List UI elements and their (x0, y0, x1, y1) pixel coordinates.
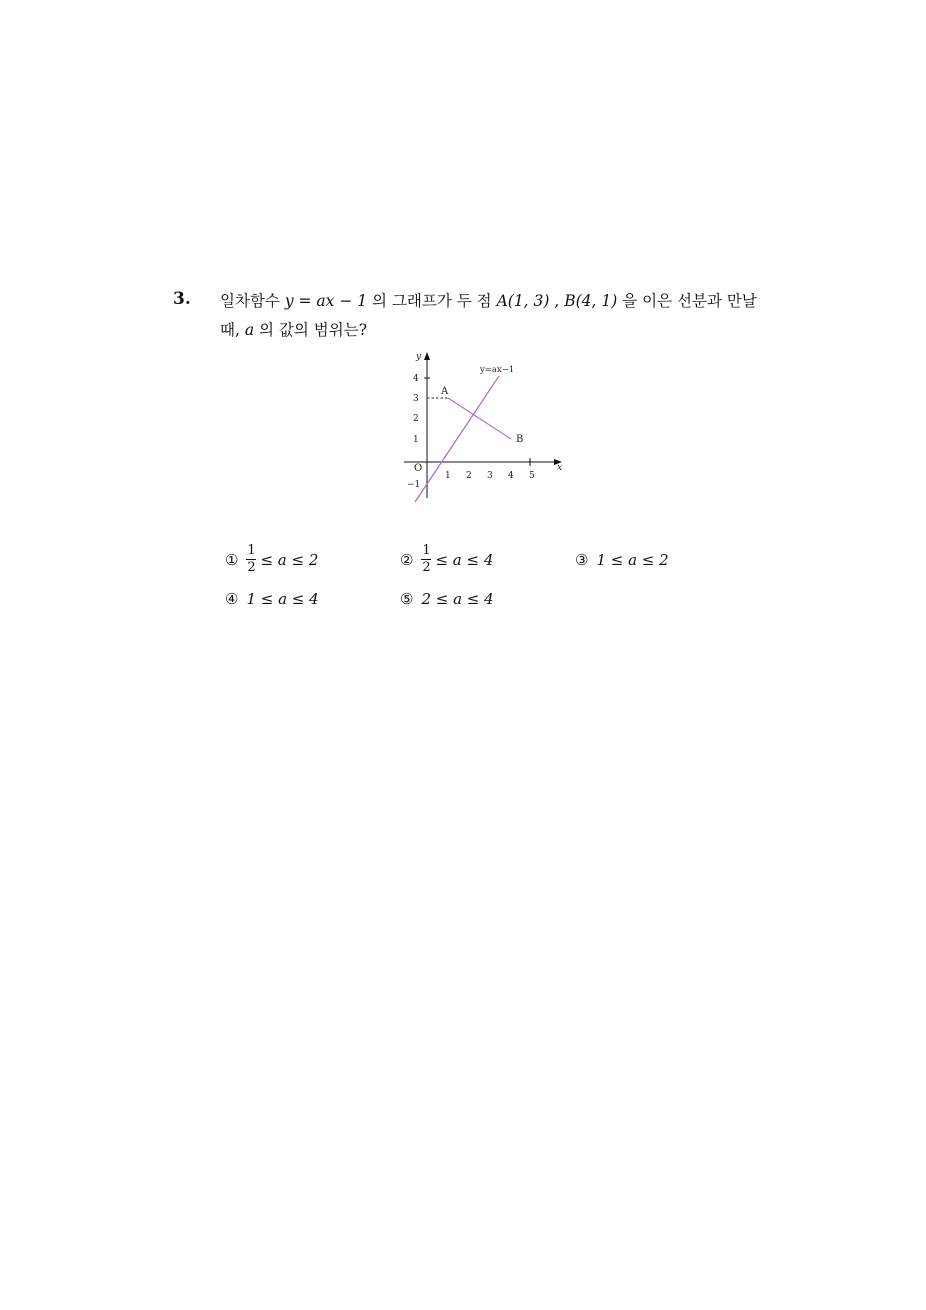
line-y-ax-minus-1 (415, 376, 499, 502)
variable-a: a (244, 321, 255, 339)
choice-1-number: ① (225, 550, 239, 569)
x-tick-label-2: 2 (466, 471, 472, 481)
x-tick-label-1: 1 (445, 471, 451, 481)
choice-3-number: ③ (575, 551, 589, 569)
x-axis-label: x (557, 463, 563, 473)
choice-4-number: ④ (225, 590, 239, 608)
point-a-coords: A(1, 3) (496, 292, 550, 310)
question-text-sep: , (549, 292, 565, 310)
choice-5-expr: 2 ≤ a ≤ 4 (421, 590, 494, 608)
y-tick-label-4: 4 (413, 374, 419, 384)
choice-2-expr: ≤ a ≤ 4 (435, 550, 494, 569)
coordinate-graph (400, 350, 570, 510)
y-tick-label-2: 2 (413, 414, 419, 424)
choice-4[interactable] (225, 590, 319, 608)
line-label: y=ax−1 (480, 365, 515, 375)
choice-2-fraction (421, 544, 431, 575)
question-text (220, 287, 760, 345)
y-tick-label-neg1: −1 (407, 480, 421, 490)
choice-2-number: ② (400, 550, 414, 569)
point-b-coords: B(4, 1) (564, 292, 618, 310)
y-axis-arrow (424, 352, 430, 360)
x-tick-label-5: 5 (529, 471, 535, 481)
y-tick-label-3: 3 (413, 394, 419, 404)
choice-3-expr: 1 ≤ a ≤ 2 (596, 551, 669, 569)
choice-2-frac-den: 2 (422, 560, 431, 575)
y-axis-label: y (416, 352, 422, 362)
x-tick-label-4: 4 (508, 471, 514, 481)
function-expression: y = ax − 1 (284, 292, 368, 310)
segment-ab (448, 398, 511, 439)
choice-1[interactable] (225, 544, 318, 575)
question-text-part2: 의 그래프가 두 점 (367, 292, 497, 310)
choice-1-frac-den: 2 (247, 560, 256, 575)
point-b-label: B (516, 434, 524, 445)
origin-label: O (414, 463, 423, 474)
y-tick-label-1: 1 (413, 435, 419, 445)
x-tick-label-3: 3 (487, 471, 493, 481)
choice-5-number: ⑤ (400, 590, 414, 608)
choice-2[interactable] (400, 544, 493, 575)
question-text-part3: 을 이은 선분과 만날 때, (220, 292, 757, 339)
choice-3[interactable] (575, 551, 669, 569)
point-a-label: A (441, 386, 449, 397)
choice-5[interactable] (400, 590, 494, 608)
choice-1-frac-num: 1 (247, 543, 256, 558)
choice-2-frac-num: 1 (422, 543, 431, 558)
question-text-part1: 일차함수 (220, 292, 285, 310)
choice-1-fraction (246, 544, 256, 575)
problem-number: 3. (173, 289, 191, 309)
question-text-part4: 의 값의 범위는? (254, 321, 368, 339)
choice-4-expr: 1 ≤ a ≤ 4 (246, 590, 319, 608)
choice-1-expr: ≤ a ≤ 2 (260, 550, 319, 569)
